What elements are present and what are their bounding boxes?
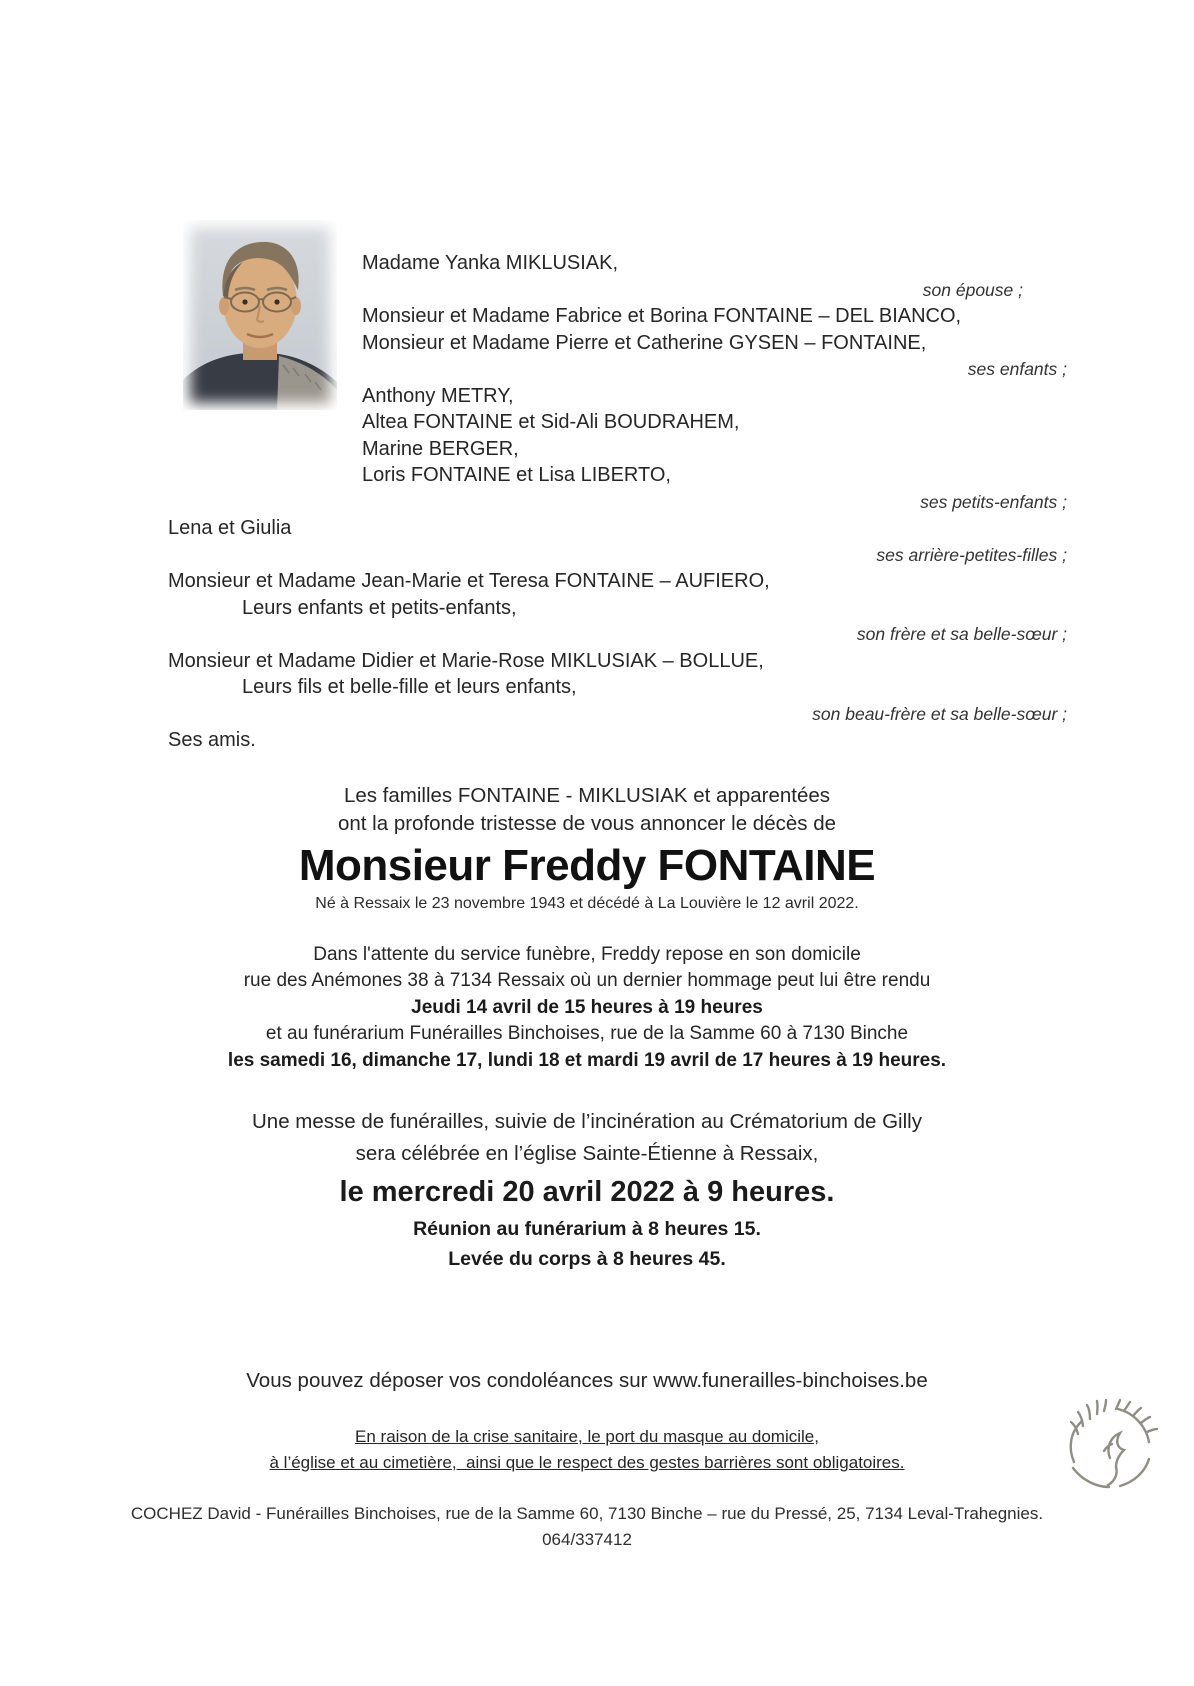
service-date-line: le mercredi 20 avril 2022 à 9 heures. [339, 1176, 835, 1208]
covid-notice-line: à l’église et au cimetière, ainsi que le respect des gestes barrières sont obligatoires. [269, 1452, 905, 1472]
visitation-line: Dans l'attente du service funèbre, Freddy repose en son domicile [313, 943, 861, 965]
footer-section [0, 1501, 1194, 1552]
relation-label-great-granddaughters: ses arrière-petites-filles ; [876, 544, 1067, 565]
grandchild-name: Loris FONTAINE et Lisa LIBERTO, [362, 464, 671, 486]
relation-label-grandchildren: ses petits-enfants ; [920, 491, 1067, 512]
visitation-dates-line: les samedi 16, dimanche 17, lundi 18 et mardi 19 avril de 17 heures à 19 heures. [227, 1049, 947, 1071]
service-section [0, 1106, 1194, 1274]
condolences-line: Vous pouvez déposer vos condoléances sur www.funerailles-binchoises.be [246, 1369, 928, 1392]
service-meeting-line: Réunion au funérarium à 8 heures 15. [413, 1218, 761, 1240]
brother-name: Monsieur et Madame Jean-Marie et Teresa FONTAINE – AUFIERO, [168, 570, 770, 592]
relation-label-brother: son frère et sa belle-sœur ; [856, 624, 1067, 644]
portrait-photo [183, 220, 337, 410]
life-dates: Né à Ressaix le 23 novembre 1943 et décédé à La Louvière le 12 avril 2022. [315, 894, 859, 912]
covid-notice-line: En raison de la crise sanitaire, le port du masque au domicile, [355, 1427, 819, 1446]
dove-logo-image [1056, 1398, 1162, 1494]
announcement-sorrow-line: ont la profonde tristesse de vous annoncer le décès de [337, 811, 837, 835]
spouse-name: Madame Yanka MIKLUSIAK, [362, 252, 619, 274]
funeral-home-address-line: COCHEZ David - Funérailles Binchoises, rue de la Samme 60, 7130 Binche – rue du Pressé, 25, 7134 Leval-Trahegnies. [130, 1504, 1044, 1523]
grandchild-name: Anthony METRY, [362, 384, 514, 407]
covid-notice-section [0, 1424, 1194, 1475]
grandchild-name: Marine BERGER, [362, 437, 519, 460]
child-name: Monsieur et Madame Pierre et Catherine GYSEN – FONTAINE, [362, 331, 927, 354]
visitation-date-line: Jeudi 14 avril de 15 heures à 19 heures [411, 996, 763, 1018]
funeral-home-phone: 064/337412 [542, 1529, 632, 1549]
visitation-address-line: rue des Anémones 38 à 7134 Ressaix où un dernier hommage peut lui être rendu [243, 970, 931, 991]
friends-line: Ses amis. [168, 729, 256, 751]
visitation-section [0, 942, 1194, 1075]
relation-label-brother-in-law: son beau-frère et sa belle-sœur ; [812, 703, 1067, 724]
relation-label-children: ses enfants ; [967, 359, 1067, 379]
brother-in-law-name: Monsieur et Madame Didier et Marie-Rose MIKLUSIAK – BOLLUE, [168, 649, 764, 672]
brother-family-line: Leurs enfants et petits-enfants, [242, 596, 517, 619]
relation-label-spouse: son épouse ; [922, 279, 1023, 300]
brother-in-law-family-line: Leurs fils et belle-fille et leurs enfants, [242, 676, 577, 698]
dove-logo-icon [1056, 1398, 1162, 1494]
portrait-photo-image [183, 220, 337, 410]
deceased-name: Monsieur Freddy FONTAINE [298, 840, 876, 890]
service-mass-line: Une messe de funérailles, suivie de l’incinération au Crématorium de Gilly [252, 1110, 922, 1133]
family-section [0, 0, 1194, 754]
grandchild-name: Altea FONTAINE et Sid-Ali BOUDRAHEM, [362, 411, 740, 433]
announcement-families-line: Les familles FONTAINE - MIKLUSIAK et apparentées [343, 783, 831, 807]
funeral-home-line: et au funérarium Funérailles Binchoises, rue de la Samme 60 à 7130 Binche [265, 1023, 909, 1044]
announcement-section [0, 782, 1194, 914]
child-name: Monsieur et Madame Fabrice et Borina FONTAINE – DEL BIANCO, [362, 305, 962, 327]
great-granddaughters-names: Lena et Giulia [168, 517, 292, 539]
service-departure-line: Levée du corps à 8 heures 45. [448, 1248, 726, 1270]
service-church-line: sera célébrée en l’église Sainte-Étienne à Ressaix, [355, 1142, 819, 1165]
